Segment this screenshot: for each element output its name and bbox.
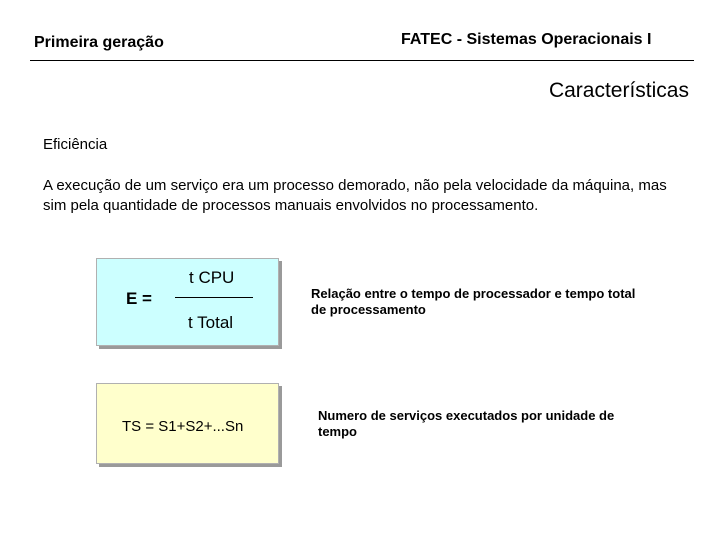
throughput-description: Numero de serviços executados por unidade de tempo [318, 408, 615, 439]
throughput-formula-box [96, 383, 279, 464]
header-divider [30, 60, 694, 61]
efficiency-description: Relação entre o tempo de processador e tempo total de processamento [311, 286, 636, 317]
header-right-title: FATEC - Sistemas Operacionais I [401, 31, 652, 48]
fraction-denominator: t Total [188, 313, 234, 332]
section-heading: Eficiência [43, 136, 108, 153]
fraction-numerator: t CPU [189, 268, 235, 287]
body-paragraph: A execução de um serviço era um processo demorado, não pela velocidade da máquina, mas sim pela quantidade de processos manuais envolvidos no processamento. [43, 177, 667, 214]
efficiency-formula-box [96, 258, 279, 346]
slide-title: Características [548, 79, 689, 102]
header-left-title: Primeira geração [34, 34, 164, 51]
fraction-bar [175, 297, 253, 298]
throughput-formula: TS = S1+S2+...Sn [122, 418, 244, 435]
efficiency-symbol: E = [126, 289, 152, 308]
